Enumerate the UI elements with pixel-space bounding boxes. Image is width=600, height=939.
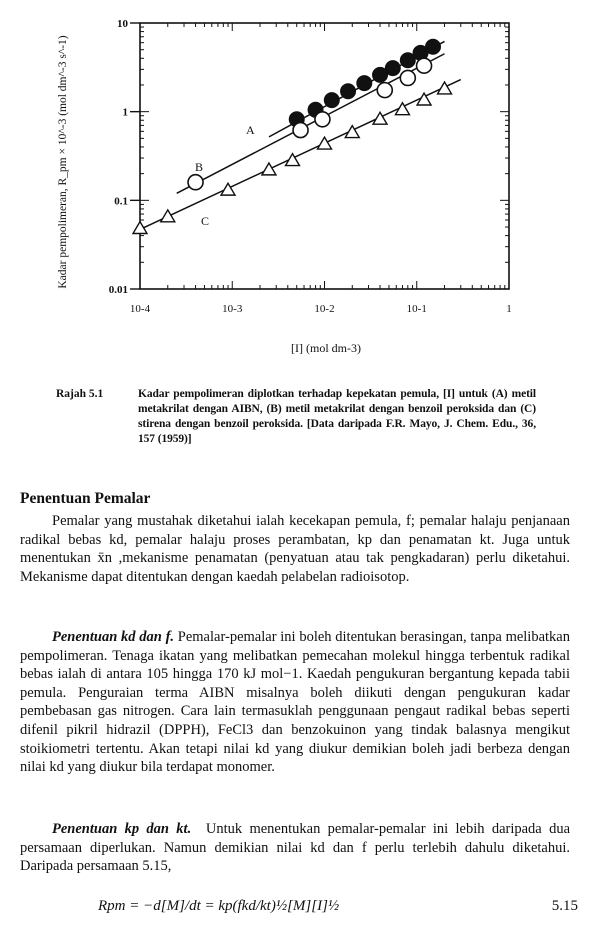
x-tick-label: 10-2 bbox=[314, 303, 335, 315]
x-tick-label: 10-3 bbox=[222, 303, 243, 315]
point-b bbox=[417, 58, 432, 73]
point-c bbox=[262, 163, 276, 175]
caption-label: Rajah 5.1 bbox=[56, 388, 104, 400]
paragraph-3 bbox=[20, 820, 570, 876]
y-tick-label: 10 bbox=[117, 18, 128, 30]
point-a bbox=[341, 84, 356, 99]
x-tick-label: 1 bbox=[506, 303, 512, 315]
y-axis-label: Kadar pempolimeran, R_pm × 10^-3 (mol dm^-3 s^-1) bbox=[57, 35, 69, 289]
x-tick-label: 10-4 bbox=[129, 303, 151, 315]
equation-body: Rpm = −d[M]/dt = kp(fkd/kt)½[M][I]½ bbox=[98, 898, 340, 914]
point-a bbox=[385, 61, 400, 76]
axis-ticks bbox=[130, 23, 509, 289]
point-a bbox=[357, 76, 372, 91]
data-points bbox=[133, 39, 452, 233]
fit-line-c bbox=[140, 80, 461, 230]
series-label-a: A bbox=[246, 123, 255, 137]
paragraph-3-text: Untuk menentukan pemalar-pemalar ini lebih daripada dua persamaan diperlukan. Namun demikian nilai kd dan f perlu terlebih dahulu diketahui. Daripada persamaan 5.15, bbox=[20, 821, 571, 875]
point-b bbox=[315, 112, 330, 127]
point-c bbox=[373, 112, 387, 124]
series-label-b: B bbox=[195, 160, 204, 174]
paragraph-2-text: Pemalar-pemalar ini boleh ditentukan berasingan, tanpa melibatkan pempolimeran. Tenaga ikatan yang melibatkan pemecahan molekul hingga terbentuk radikal bebas ialah di antara 105 hingga 170 kJ mol−1. Kaedah pengukuran bergantung kepada tabii pemula. Penguraian terma AIBN misalnya boleh diikuti dengan pengukuran kadar pembebasan gas nitrogen. Cara lain termasuklah penggunaan pengaut radikal bebas seperti difenil pikril hidrazil (DPPH), FeCl3 dan benzokuinon yang tindak balasnya mengikut stoikiometri tertentu. Akan tetapi nilai kd yang diukur demikian boleh jadi berbeza dengan nilai kd yang diukur bila terdapat monomer. bbox=[20, 629, 570, 776]
point-c bbox=[161, 210, 175, 222]
y-tick-label: 1 bbox=[122, 106, 128, 119]
point-c bbox=[221, 183, 235, 195]
y-tick-label: 0.01 bbox=[108, 284, 128, 296]
paragraph-2 bbox=[20, 628, 570, 777]
point-c bbox=[318, 137, 332, 149]
paragraph-3-lead: Penentuan kp dan kt. bbox=[52, 821, 192, 837]
caption-text: Kadar pempolimeran diplotkan terhadap kepekatan pemula, [I] untuk (A) metil metakrilat dengan AIBN, (B) metil metakrilat dengan benzoil peroksida dan (C) stirena dengan benzoil peroksida. [Data daripada F.R. Mayo, J. Chem. Edu., 36, 157 (1959)] bbox=[138, 388, 536, 445]
x-tick-label: 10-1 bbox=[406, 303, 427, 315]
paragraph-2-lead: Penentuan kd dan f. bbox=[52, 629, 175, 645]
point-a bbox=[324, 93, 339, 108]
point-b bbox=[377, 83, 392, 98]
plot-frame bbox=[140, 23, 509, 289]
equation-number: 5.15 bbox=[551, 898, 578, 914]
y-tick-label: 0.1 bbox=[114, 195, 128, 208]
rate-vs-initiator-chart bbox=[0, 0, 600, 360]
section-title: Penentuan Pemalar bbox=[20, 490, 151, 507]
series-label-c: C bbox=[201, 214, 210, 228]
tick-labels bbox=[109, 18, 512, 315]
paragraph-1-text: Pemalar yang mustahak diketahui ialah kecekapan pemula, f; pemalar halaju penjanaan radikal bebas kd, pemalar halaju proses perambatan, kp dan penamatan kt. Juga untuk menentukan x̄n ,mekanisme penamatan (penyatuan atau tak pengkadaran) perlu diketahui. Mekanisme dapat ditentukan dengan kaedah pelabelan radioisotop. bbox=[20, 513, 570, 585]
point-b bbox=[293, 123, 308, 138]
point-b bbox=[400, 70, 415, 85]
point-c bbox=[438, 82, 452, 94]
point-b bbox=[188, 175, 203, 190]
point-a bbox=[425, 39, 440, 54]
paragraph-1 bbox=[20, 512, 570, 586]
x-axis-label: [I] (mol dm-3) bbox=[291, 341, 361, 355]
